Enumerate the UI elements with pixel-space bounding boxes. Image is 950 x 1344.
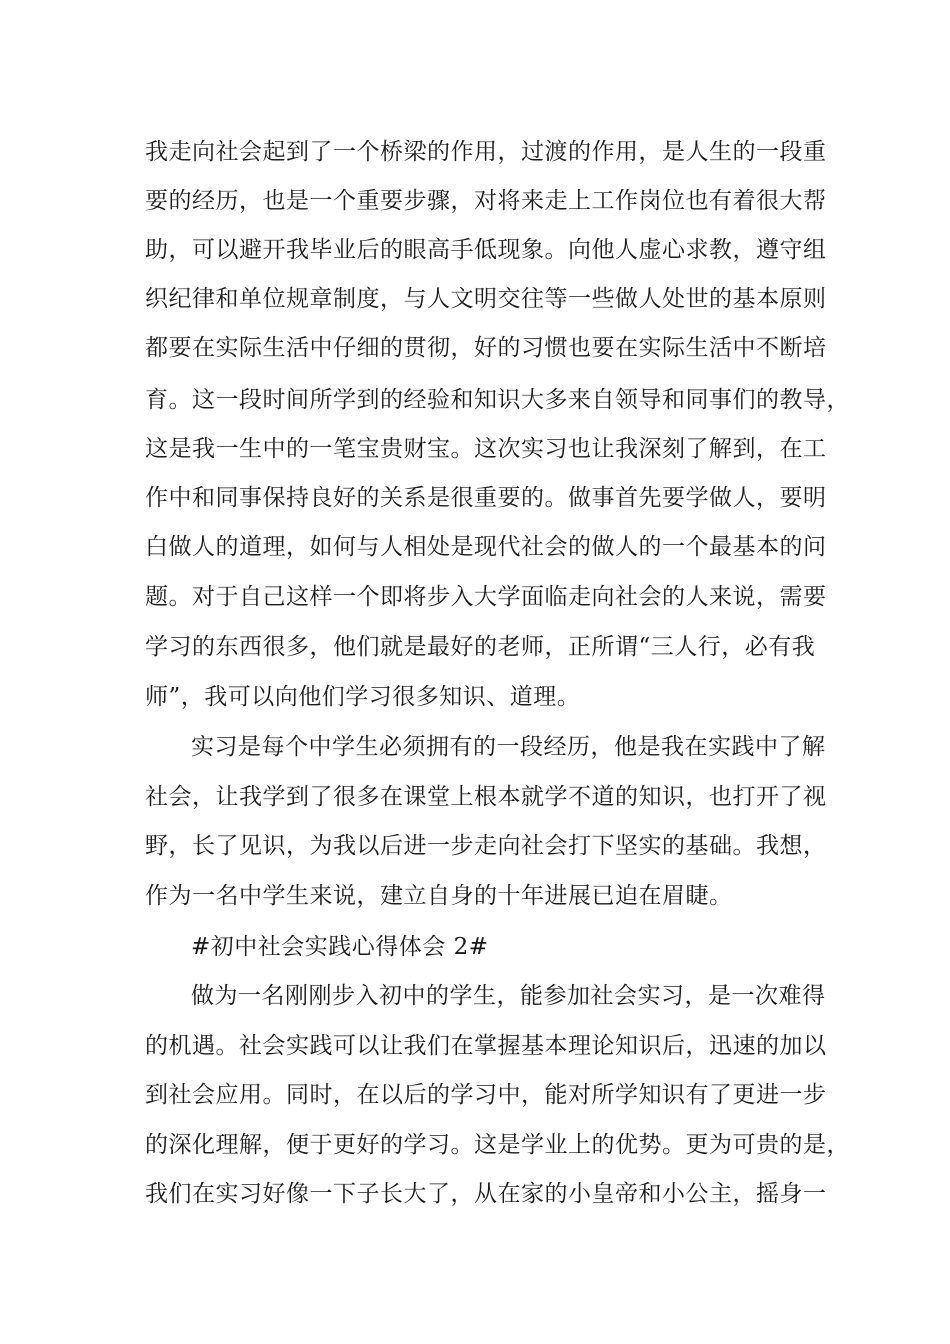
- section-heading: #初中社会实践心得体会 2#: [191, 934, 489, 960]
- text-line: 的深化理解，便于更好的学习。这是学业上的优势。更为可贵的是，: [145, 1132, 850, 1158]
- paragraph-first-line: 做为一名刚刚步入初中的学生，能参加社会实习，是一次难得: [191, 983, 826, 1009]
- text-line: 育。这一段时间所学到的经验和知识大多来自领导和同事们的教导，: [145, 387, 850, 413]
- text-line: 作为一名中学生来说，建立自身的十年进展已迫在眉睫。: [145, 883, 733, 909]
- text-line: 助，可以避开我毕业后的眼高手低现象。向他人虚心求教，遵守组: [145, 237, 827, 263]
- text-line: 野，长了见识，为我以后进一步走向社会打下坚实的基础。我想，: [145, 833, 827, 859]
- paragraph-first-line: 实习是每个中学生必须拥有的一段经历，他是我在实践中了解: [191, 734, 826, 760]
- text-line: 题。对于自己这样一个即将步入大学面临走向社会的人来说，需要: [145, 584, 827, 610]
- text-line: 我们在实习好像一下子长大了，从在家的小皇帝和小公主，摇身一: [145, 1181, 827, 1207]
- text-line: 学习的东西很多，他们就是最好的老师，正所谓“三人行，必有我: [145, 634, 816, 660]
- text-line: 白做人的道理，如何与人相处是现代社会的做人的一个最基本的问: [145, 534, 827, 560]
- text-line: 都要在实际生活中仔细的贯彻，好的习惯也要在实际生活中不断培: [145, 335, 827, 361]
- text-line: 师”，我可以向他们学习很多知识、道理。: [145, 684, 581, 710]
- text-line: 到社会应用。同时，在以后的学习中，能对所学知识有了更进一步: [145, 1082, 827, 1108]
- text-line: 这是我一生中的一笔宝贵财宝。这次实习也让我深刻了解到，在工: [145, 436, 827, 462]
- text-line: 作中和同事保持良好的关系是很重要的。做事首先要学做人，要明: [145, 485, 827, 511]
- text-line: 的机遇。社会实践可以让我们在掌握基本理论知识后，迅速的加以: [145, 1033, 827, 1059]
- text-line: 我走向社会起到了一个桥梁的作用，过渡的作用，是人生的一段重: [145, 139, 827, 165]
- text-line: 织纪律和单位规章制度，与人文明交往等一些做人处世的基本原则: [145, 286, 827, 312]
- text-line: 要的经历，也是一个重要步骤，对将来走上工作岗位也有着很大帮: [145, 188, 827, 214]
- text-line: 社会，让我学到了很多在课堂上根本就学不道的知识，也打开了视: [145, 784, 827, 810]
